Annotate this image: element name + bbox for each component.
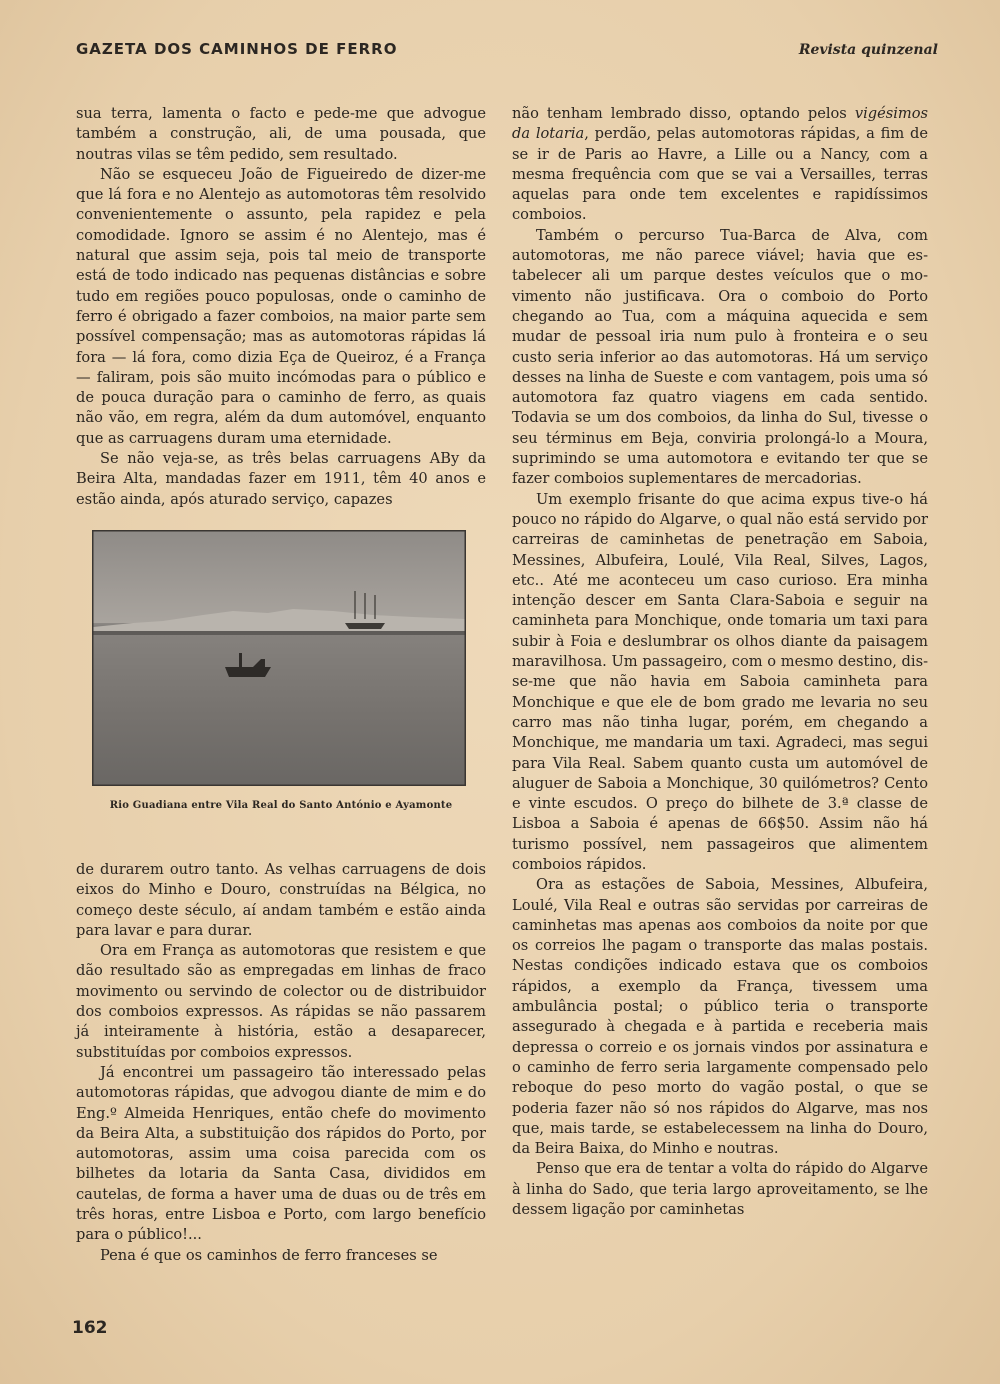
paragraph: Ora em França as automotoras que resistem e que dão resultado são as empregadas em linhas de fraco movimento ou servindo de colector ou de distribuidor dos comboios expressos. As rápidas se não passarem já inteiramente à história, estão a desaparecer, substituídas por comboios expressos. bbox=[76, 942, 486, 1061]
figure bbox=[76, 530, 486, 860]
paragraph: Penso que era de tentar a volta do rápido do Algarve à linha do Sado, que teria largo aproveitamento, se lhe dessem ligação por caminhetas bbox=[512, 1160, 928, 1219]
paragraph: Pena é que os caminhos de ferro franceses se bbox=[100, 1246, 438, 1264]
paragraph: Um exemplo frisante do que acima expus tive-o há pouco no rápido do Algarve, o qual não está servido por carreiras de caminhetas de penetração em Saboia, Messines, Albufeira, Loulé, Vila Real, Silves, Lagos, etc.. Até me aconteceu um caso curioso. Era minha intenção descer em Santa Clara-Saboia e seguir na caminheta para Monchique, onde tomaria um taxi para subir à Foia e deslumbrar os olhos diante da paisagem maravilhosa. Um passageiro, com o mesmo destino, disse-me que não havia em Saboia caminheta para Monchique e que ele de bom grado me levaria no seu carro mas não tinha lugar, porém, em chegando a Monchique, me mandaria um taxi. Agradeci, mas segui para Vila Real. Sabem quanto custa um automóvel de aluguer de Saboia a Monchique, 30 quilómetros? Cento e vinte escudos. O preço do bilhete de 3.ª classe de Lisboa a Saboia é apenas de 66$50. Assim não há turismo possível, nem passageiros que alimentem comboios rápidos. bbox=[512, 490, 928, 873]
figure-caption: Rio Guadiana entre Vila Real do Santo António e Ayamonte bbox=[109, 799, 453, 811]
river-photo bbox=[92, 530, 466, 786]
paragraph: Também o percurso Tua-Barca de Alva, com automotoras, me não parece viável; havia que estabelecer ali um parque destes veículos que o movimento não justificava. Ora o comboio do Porto chegando ao Tua, com a máquina aquecida e sem mudar de pessoal iria num pulo à fronteira e o seu custo seria inferior ao das automotoras. Há um serviço desses na linha de Sueste e com vantagem, pois uma só automotora faz quatro viagens em cada sentido. Todavia se um dos comboios, da linha do Sul, tivesse o seu términus em Beja, conviria prolongá-lo a Moura, suprimindo se uma automotora e evitando ter que se fazer comboios suplementares de mercadorias. bbox=[512, 226, 928, 488]
paragraph bbox=[512, 104, 928, 226]
running-header-subtitle: Revista quinzenal bbox=[798, 42, 938, 58]
italic-phrase: vigésimos da lotaria bbox=[512, 105, 928, 143]
paragraph-text: , perdão, pelas automotoras rápidas, a fim de se ir de Paris ao Havre, a Lille ou a Nancy, com a mesma frequência com que se vai a Versailles, terras aquelas para onde tem excelentes e rapidíssimos comboios. bbox=[512, 125, 929, 224]
paragraph: Ora as estações de Saboia, Messines, Albufeira, Loulé, Vila Real e outras são servidas por carreiras de caminhetas mas apenas aos comboios da noite por que os correios lhe pagam o transporte das malas postais. Nestas condições indicado estava que os comboios rápidos, a exemplo da França, tivessem uma ambulância postal; o público teria o transporte assegurado à chegada e à partida e receberia mais depressa o correio e os jornais vindos por assinatura e o caminho de ferro seria largamente compensado pelo reboque do peso morto do vagão postal, o que se poderia fazer não só nos rápidos do Algarve, mas nos que, mais tarde, se estabelecessem na linha do Douro, da Beira Baixa, do Minho e noutras. bbox=[512, 876, 928, 1158]
right-column bbox=[512, 104, 928, 1220]
left-column bbox=[76, 104, 486, 1266]
paragraph: de durarem outro tanto. As velhas carruagens de dois eixos do Minho e Douro, construídas na Bélgica, no começo deste século, aí andam também e estão ainda para lavar e para durar. bbox=[76, 860, 486, 939]
running-header-title: GAZETA DOS CAMINHOS DE FERRO bbox=[76, 40, 398, 58]
paragraph: Não se esqueceu João de Figueiredo de dizer-me que lá fora e no Alentejo as automotoras têm resolvido convenientemente o assunto, pela rapidez e pela comodidade. Ignoro se assim é no Alentejo, mas é natural que assim seja, pois tal meio de transporte está de todo indicado nas pequenas distâncias e sobre tudo em regiões pouco populosas, onde o caminho de ferro é obrigado a fazer comboios, na maior parte sem possível compensação; mas as automotoras rápidas lá fora — lá fora, como dizia Eça de Queiroz, é a França — faliram, pois são muito incómodas para o público e de pouca duração para o caminho de ferro, as quais não vão, em regra, além da dum automóvel, enquanto que as carruagens duram uma eternidade. bbox=[76, 165, 486, 447]
paragraph: sua terra, lamenta o facto e pede-me que advogue também a construção, ali, de uma pousada, que noutras vilas se têm pedido, sem resultado. bbox=[76, 105, 486, 163]
page-number: 162 bbox=[72, 1318, 108, 1338]
paragraph-text: não tenham lembrado disso, optando pelos bbox=[512, 105, 855, 122]
paragraph: Já encontrei um passageiro tão interessado pelas automotoras rápidas, que advogou diante de mim e do Eng.º Almeida Henriques, então chefe do movimento da Beira Alta, a substituição dos rápidos do Porto, por automotoras, assim uma coisa parecida com os bilhetes da lotaria da Santa Casa, divididos em cautelas, de forma a haver uma de duas ou de três em três horas, entre Lisboa e Porto, com largo benefício para o público!... bbox=[76, 1063, 486, 1244]
river-photo-drawing bbox=[93, 531, 465, 785]
paragraph: Se não veja-se, as três belas carruagens ABy da Beira Alta, mandadas fazer em 1911, têm 40 anos e estão ainda, após aturado serviço, capazes bbox=[76, 450, 486, 508]
